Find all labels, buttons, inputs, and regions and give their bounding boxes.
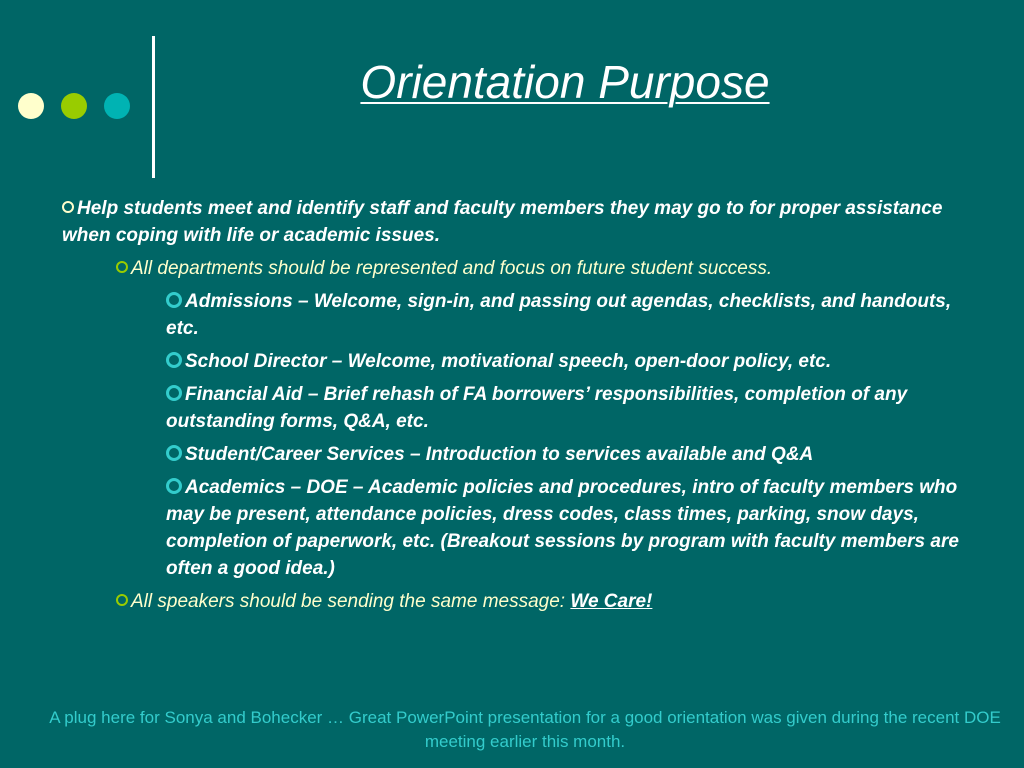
we-care-emphasis: We Care!	[570, 591, 653, 612]
circle-bullet-icon	[166, 385, 182, 401]
bullet-departments-text: All departments should be represented and focus on future student success.	[131, 258, 773, 279]
bullet-school-director-text: School Director – Welcome, motivational speech, open-door policy, etc.	[185, 351, 832, 372]
slide-title-text: Orientation Purpose	[360, 56, 770, 108]
bullet-admissions	[166, 288, 982, 342]
bullet-admissions-text: Admissions – Welcome, sign-in, and passing out agendas, checklists, and handouts, etc.	[166, 291, 952, 339]
circle-bullet-icon	[166, 352, 182, 368]
bullet-speakers-text: All speakers should be sending the same message:	[131, 591, 571, 612]
bullet-list	[62, 195, 982, 621]
slide-title	[0, 55, 1024, 109]
circle-bullet-icon	[116, 594, 128, 606]
bullet-student-career-text: Student/Career Services – Introduction to services available and Q&A	[185, 444, 814, 465]
bullet-departments	[116, 255, 982, 282]
circle-bullet-icon	[166, 478, 182, 494]
circle-bullet-icon	[166, 292, 182, 308]
bullet-main	[62, 195, 982, 249]
bullet-financial-aid-text: Financial Aid – Brief rehash of FA borrowers’ responsibilities, completion of any outstanding forms, Q&A, etc.	[166, 384, 908, 432]
bullet-speakers	[116, 588, 982, 615]
bullet-academics	[166, 474, 982, 582]
bullet-financial-aid	[166, 381, 982, 435]
bullet-academics-text: Academics – DOE – Academic policies and procedures, intro of faculty members who may be present, attendance policies, dress codes, class times, parking, snow days, completion of paperwork, etc. (Breakout sessions by program with faculty members are often a good idea.)	[166, 477, 959, 579]
bullet-student-career	[166, 441, 982, 468]
circle-bullet-icon	[166, 445, 182, 461]
circle-bullet-icon	[116, 261, 128, 273]
circle-bullet-icon	[62, 201, 74, 213]
bullet-school-director	[166, 348, 982, 375]
bullet-main-text: Help students meet and identify staff and faculty members they may go to for proper assistance when coping with life or academic issues.	[62, 198, 943, 246]
footer-note: A plug here for Sonya and Bohecker … Great PowerPoint presentation for a good orientation was given during the recent DOE meeting earlier this month.	[49, 708, 1001, 751]
